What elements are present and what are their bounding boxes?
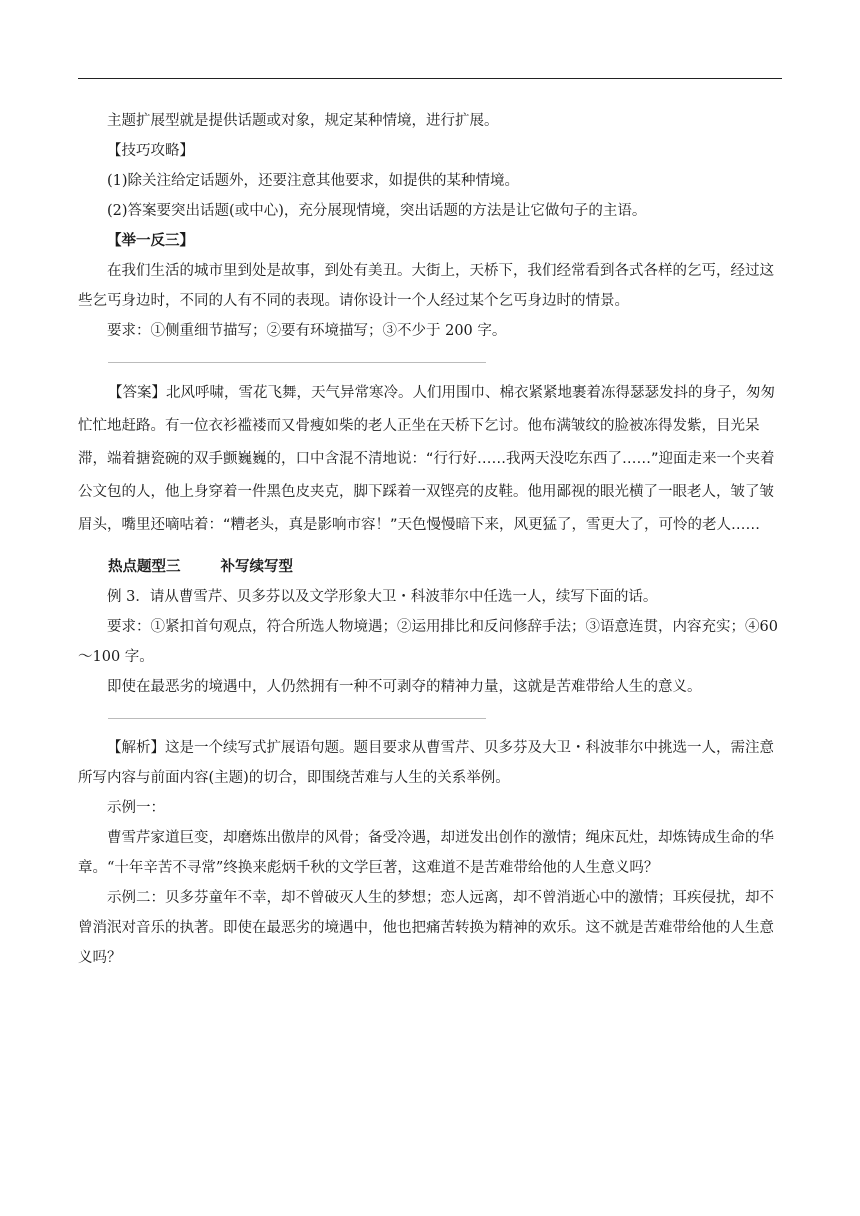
answer-label: 【答案】 (108, 385, 166, 401)
tip-1: (1)除关注给定话题外，还要注意其他要求，如提供的某种情境。 (107, 173, 520, 189)
example-sentence: 即使在最恶劣的境遇中，人仍然拥有一种不可剥夺的精神力量，这就是苦难带给人生的意义。 (107, 679, 702, 695)
sample1-text: 曹雪芹家道巨变，却磨炼出傲岸的风骨；备受冷遇，却迸发出创作的激情；绳床瓦灶，却炼铸成生命的华章。“十年辛苦不寻常”终换来彪炳千秋的文学巨著，这难道不是苦难带给他的人生意义吗？ (78, 830, 774, 876)
analysis-text: 这是一个续写式扩展语句题。题目要求从曹雪芹、贝多芬及大卫・科波菲尔中挑选一人，需注意所写内容与前面内容(主题)的切合，即围绕苦难与人生的关系举例。 (78, 740, 774, 786)
section-title: 补写续写型 (220, 558, 293, 575)
answer-text: 北风呼啸，雪花飞舞，天气异常寒冷。人们用围巾、棉衣紧紧地裹着冻得瑟瑟发抖的身子，匆匆忙忙地赶路。有一位衣衫褴褛而又骨瘦如柴的老人正坐在天桥下乞讨。他布满皱纹的脸被冻得发紫，目光呆滞，端着搪瓷碗的双手颤巍巍的，口中含混不清地说：“行行好……我两天没吃东西了……”迎面走来一个夹着公文包的人，他上身穿着一件黑色皮夹克，脚下踩着一双铿亮的皮鞋。他用鄙视的眼光横了一眼老人，皱了皱眉头，嘴里还嘀咕着：“糟老头，真是影响市容！”天色慢慢暗下来，风更猛了，雪更大了，可怜的老人…… (78, 385, 775, 533)
sample2-text: 示例二：贝多芬童年不幸，却不曾破灭人生的梦想；恋人远离，却不曾消逝心中的激情；耳疾侵扰，却不曾消泯对音乐的执著。即使在最恶劣的境遇中，他也把痛苦转换为精神的欢乐。这不就是苦难带给他的人生意义吗？ (78, 890, 774, 966)
example-intro: 例 3．请从曹雪芹、贝多芬以及文学形象大卫・科波菲尔中任选一人，续写下面的话。 (107, 589, 658, 605)
practice-requirement: 要求：①侧重细节描写；②要有环境描写；③不少于 200 字。 (107, 323, 507, 339)
answer-paragraph (78, 377, 782, 542)
sample1-label: 示例一： (107, 800, 165, 816)
document-body (78, 106, 782, 973)
answer-line (108, 362, 486, 363)
example-requirement: 要求：①紧扣首句观点，符合所选人物境遇；②运用排比和反问修辞手法；③语意连贯，内容充实；④60～100 字。 (78, 619, 778, 665)
header-rule (78, 78, 782, 79)
practice-heading: 【举一反三】 (107, 232, 194, 249)
tips-heading: 【技巧攻略】 (107, 143, 194, 159)
analysis-paragraph (78, 733, 782, 793)
section-heading (78, 552, 782, 582)
intro-text: 主题扩展型就是提供话题或对象，规定某种情境，进行扩展。 (107, 113, 499, 129)
answer-line-2 (108, 718, 486, 719)
tip-2: (2)答案要突出话题(或中心)，充分展现情境，突出话题的方法是让它做句子的主语。 (107, 203, 647, 219)
section-label: 热点题型三 (108, 558, 181, 575)
analysis-label: 【解析】 (107, 740, 165, 756)
practice-text: 在我们生活的城市里到处是故事，到处有美丑。大街上，天桥下，我们经常看到各式各样的乞丐，经过这些乞丐身边时，不同的人有不同的表现。请你设计一个人经过某个乞丐身边时的情景。 (78, 263, 774, 309)
